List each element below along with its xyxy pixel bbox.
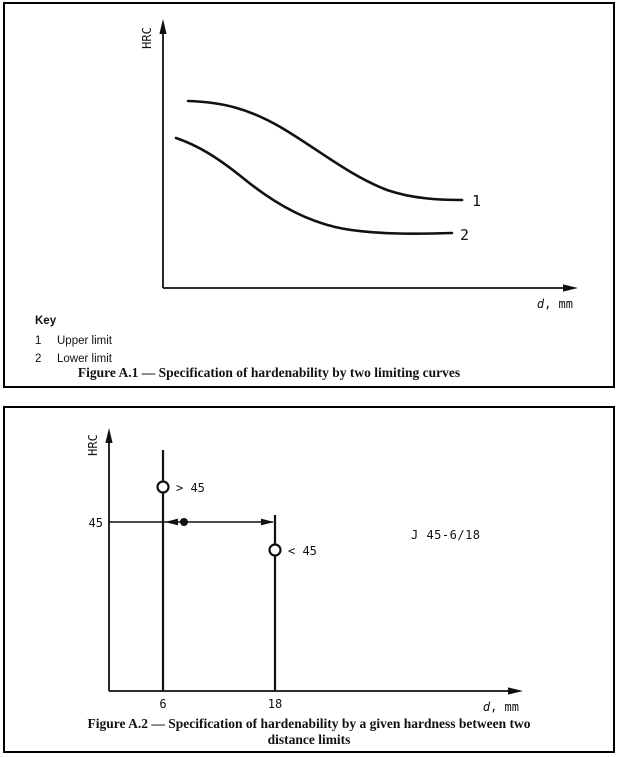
a2-dot-marker bbox=[180, 518, 188, 526]
a2-x-axis-label bbox=[483, 700, 519, 714]
figure-a1-plot bbox=[5, 4, 613, 310]
a2-x-axis-label-unit: , mm bbox=[490, 700, 519, 714]
a2-upper-point-label: > 45 bbox=[176, 481, 205, 495]
a2-xtick-18: 18 bbox=[267, 697, 283, 711]
a1-key-title: Key bbox=[35, 315, 57, 327]
a2-lower-point-circle bbox=[270, 545, 281, 556]
figure-a1-box bbox=[3, 2, 615, 388]
a1-upper-limit-curve bbox=[188, 101, 462, 200]
figure-a2-box bbox=[3, 406, 615, 753]
a2-x-axis-arrow-icon bbox=[508, 687, 523, 694]
a1-y-axis-label: HRC bbox=[140, 27, 154, 49]
a2-xtick-6: 6 bbox=[159, 697, 167, 711]
a1-key-item1-number: 1 bbox=[35, 335, 42, 347]
figure-a2-caption-line1: Figure A.2 — Specification of hardenability by a given hardness between two bbox=[87, 716, 531, 732]
a2-y-axis-label: HRC bbox=[86, 434, 100, 456]
a2-ytick-45: 45 bbox=[88, 516, 103, 530]
a1-key-item1-label: Upper limit bbox=[57, 335, 112, 347]
figure-a2-plot bbox=[5, 408, 613, 718]
a1-lower-limit-curve bbox=[176, 138, 452, 234]
a1-x-axis-arrow-icon bbox=[563, 284, 578, 291]
a1-x-axis-label bbox=[537, 297, 573, 310]
a2-arrow-right-icon bbox=[261, 519, 274, 526]
a2-x-axis-label-d: d bbox=[482, 700, 491, 714]
a1-key-item2-number: 2 bbox=[35, 353, 42, 365]
a1-x-axis-label-d: d bbox=[536, 297, 545, 310]
a2-designation-label: J 45-6/18 bbox=[411, 528, 481, 542]
a2-lower-point-label: < 45 bbox=[288, 544, 317, 558]
a2-upper-point-circle bbox=[158, 482, 169, 493]
a1-y-axis-arrow-icon bbox=[159, 19, 166, 34]
figure-a2-caption-line2: distance limits bbox=[267, 732, 351, 748]
a1-key bbox=[35, 312, 112, 368]
a2-arrow-left-icon bbox=[165, 519, 178, 526]
a1-x-axis-label-unit: , mm bbox=[544, 297, 573, 310]
figure-a1-caption: Figure A.1 — Specification of hardenability by two limiting curves bbox=[77, 365, 461, 381]
figure-a2-caption bbox=[5, 716, 613, 748]
a2-y-axis-arrow-icon bbox=[105, 428, 112, 443]
a1-key-item-upper bbox=[35, 332, 112, 350]
a1-curve1-label: 1 bbox=[472, 192, 482, 210]
a1-curve2-label: 2 bbox=[460, 226, 470, 244]
a1-key-item2-label: Lower limit bbox=[57, 353, 112, 365]
